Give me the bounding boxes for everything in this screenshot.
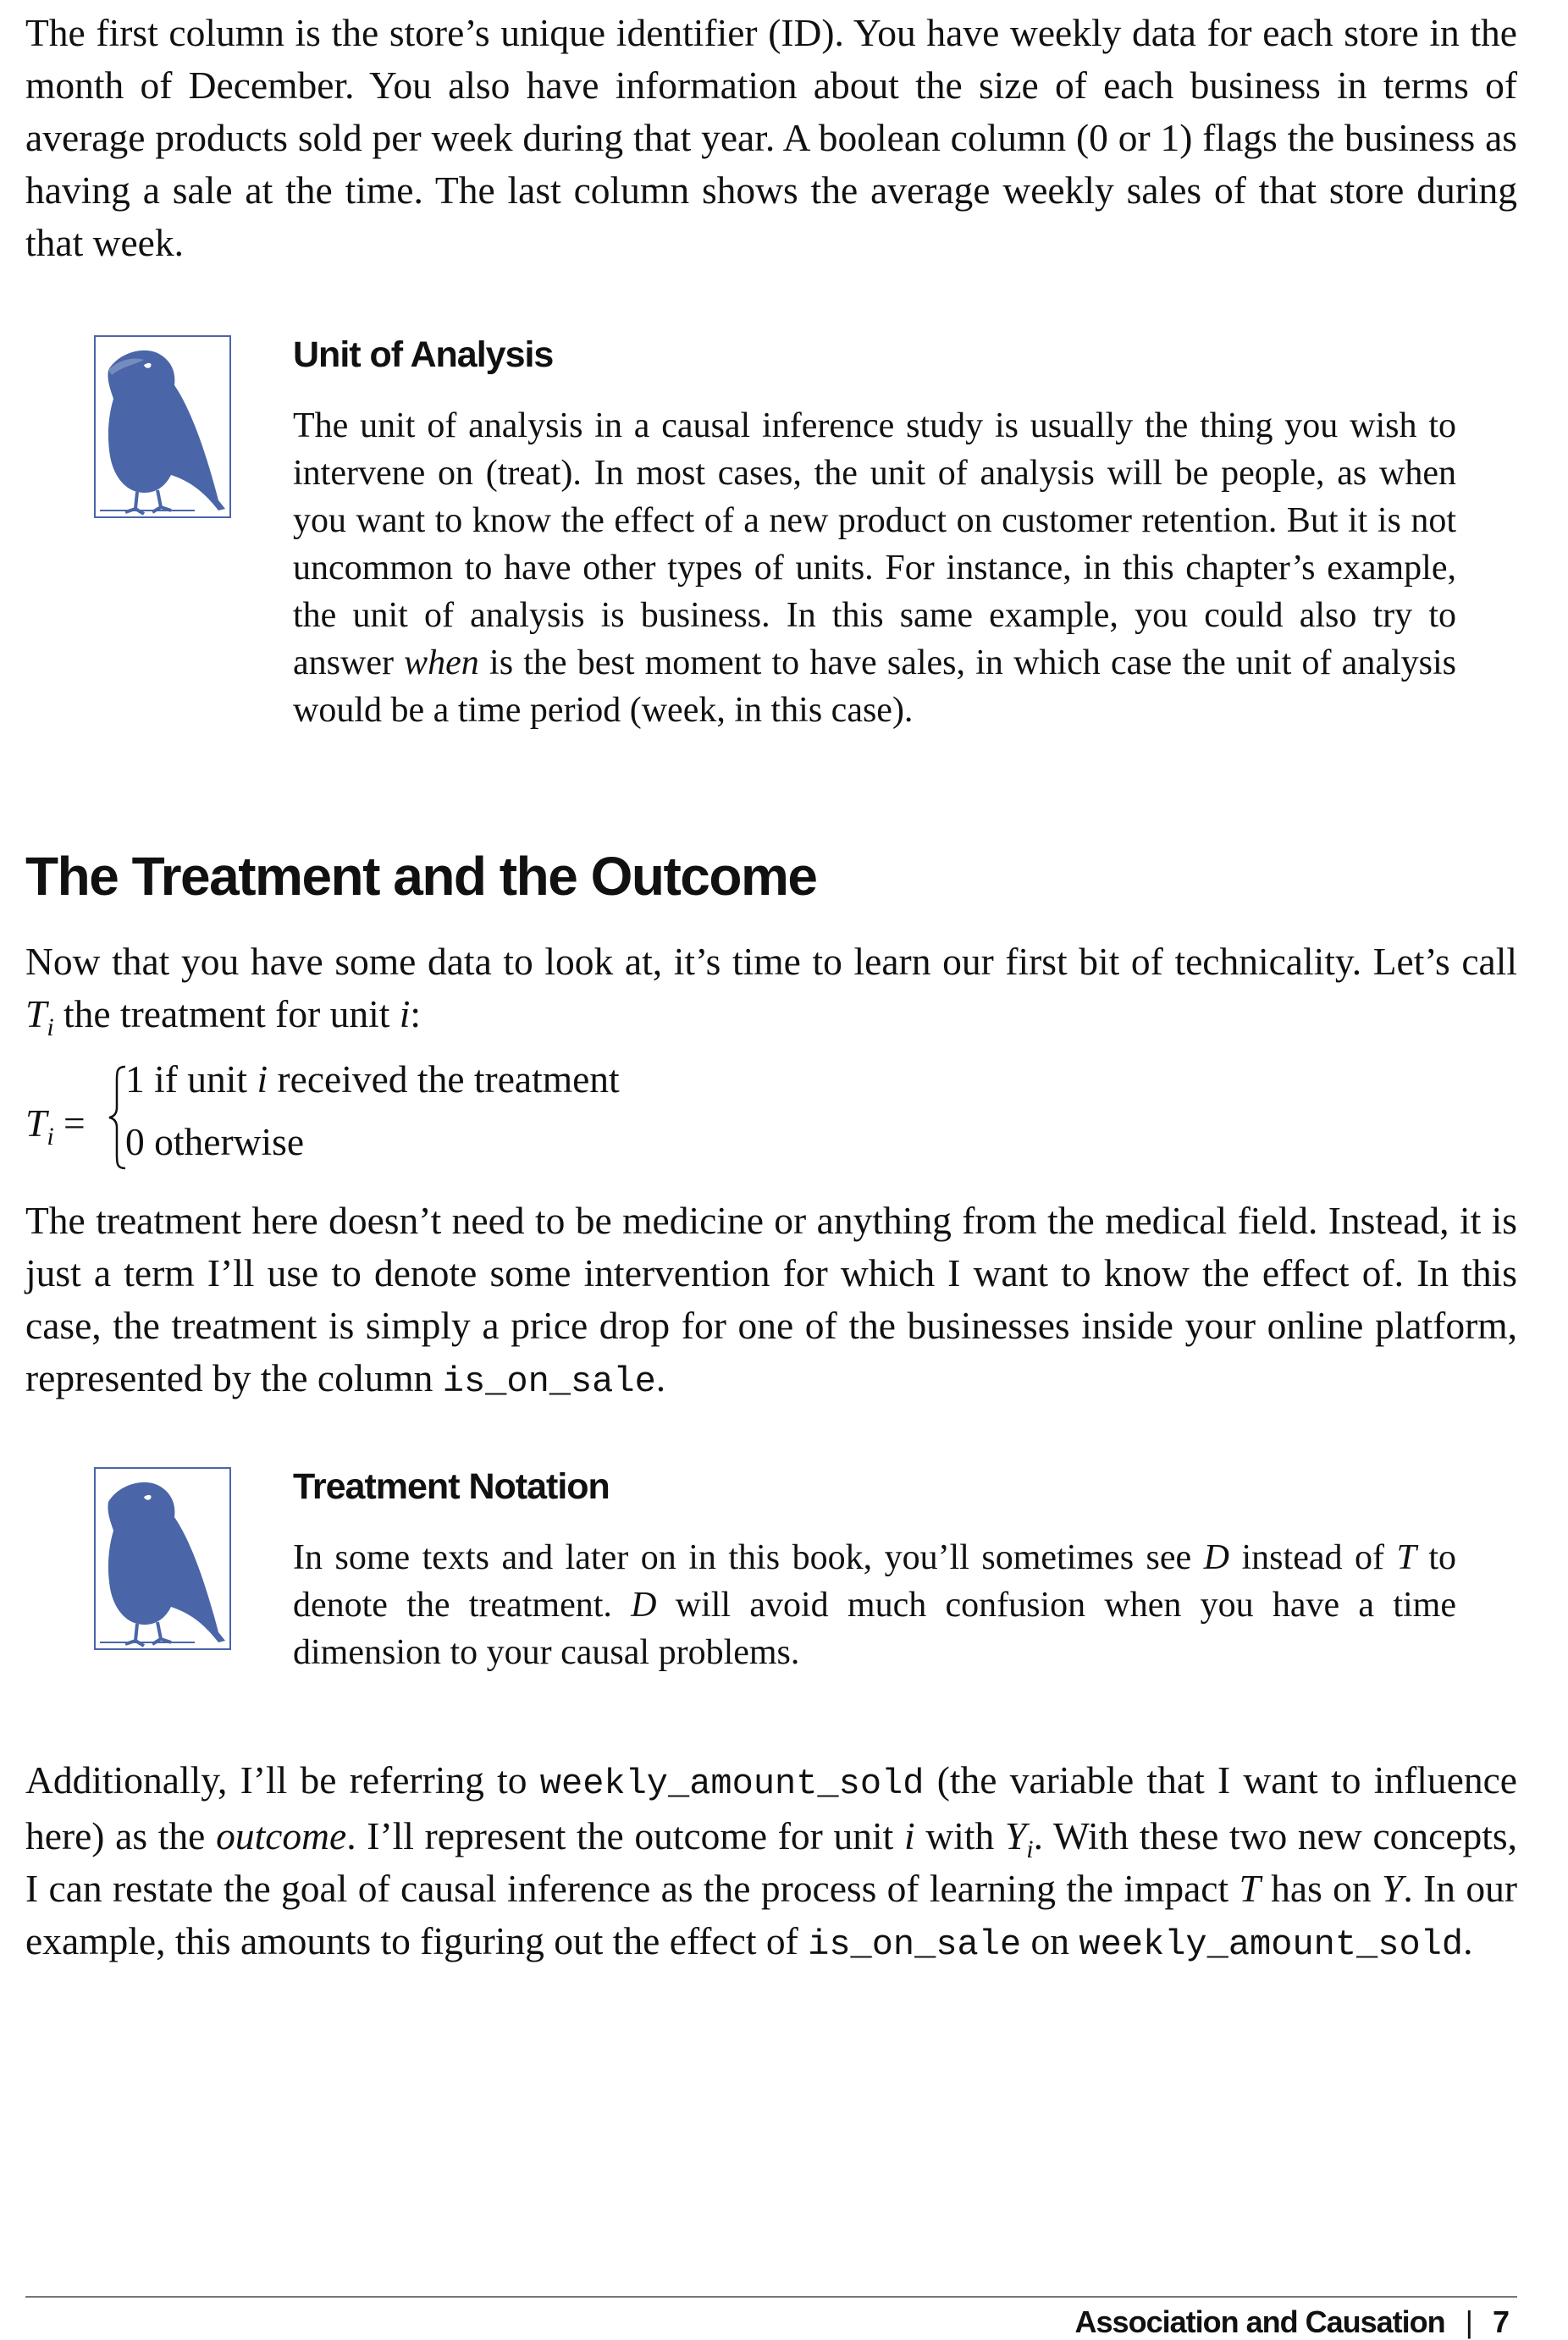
footer-separator: | [1465, 2304, 1472, 2339]
footer-page-number: 7 [1492, 2304, 1509, 2339]
equation-case-1: 1 if unit i received the treatment [125, 1057, 620, 1101]
treatment-equation [25, 1057, 787, 1184]
note-notation-title: Treatment Notation [293, 1466, 610, 1507]
intro-paragraph: The first column is the store’s unique identifier (ID). You have weekly data for each store in the month of December. You also have information about the size of each business in terms of average products sold per week during that year. A boolean column (0 or 1) flags the business as having a sale at the time. The last column shows the average weekly sales of that store during that week. [25, 11, 1517, 264]
outcome-paragraph: Additionally, I’ll be referring to weekly_amount_sold (the variable that I want to influence here) as the outcome. I’ll represent the outcome for unit i with $Y_i$. With these two new concepts, I can restate the goal of causal inference as the process of learning the impact T has on Y. In our example, this amounts to figuring out the effect of is_on_sale on weekly_amount_sold. [25, 1758, 1518, 1965]
footer-chapter-title: Association and Causation [1074, 2304, 1445, 2339]
treatment-definition-paragraph: Now that you have some data to look at, it’s time to learn our first bit of technicality. Let’s call $T_i$ the treatment for unit i: [25, 940, 1517, 1041]
treatment-explanation-paragraph: The treatment here doesn’t need to be medicine or anything from the medical field. Instead, it is just a term I’ll use to denote some intervention for which I want to know the effect of. In this case, the treatment is simply a price drop for one of the businesses inside your online platform, represented by the column is_on_sale. [25, 1199, 1517, 1402]
footer-rule [25, 2296, 1517, 2298]
page-footer [1075, 2304, 1509, 2340]
equation-lhs: $T_i$ = [25, 1101, 86, 1151]
bird-icon [93, 1466, 234, 1651]
note-unit-body: The unit of analysis in a causal inference study is usually the thing you wish to intervene on (treat). In most cases, the unit of analysis will be people, as when you want to know the effect of a new product on customer retention. But it is not uncommon to have other types of units. For instance, in this chapter’s example, the unit of analysis is business. In this same example, you could also try to answer when is the best moment to have sales, in which case the unit of analysis would be a time period (week, in this case). [293, 406, 1456, 730]
section-heading: The Treatment and the Outcome [25, 846, 817, 907]
note-unit-title: Unit of Analysis [293, 334, 554, 375]
note-notation-body: In some texts and later on in this book, you’ll sometimes see D instead of T to denote the treatment. D will avoid much confusion when you have a time dimension to your causal problems. [293, 1538, 1456, 1672]
bird-icon [93, 334, 234, 519]
equation-case-2: 0 otherwise [125, 1120, 305, 1163]
